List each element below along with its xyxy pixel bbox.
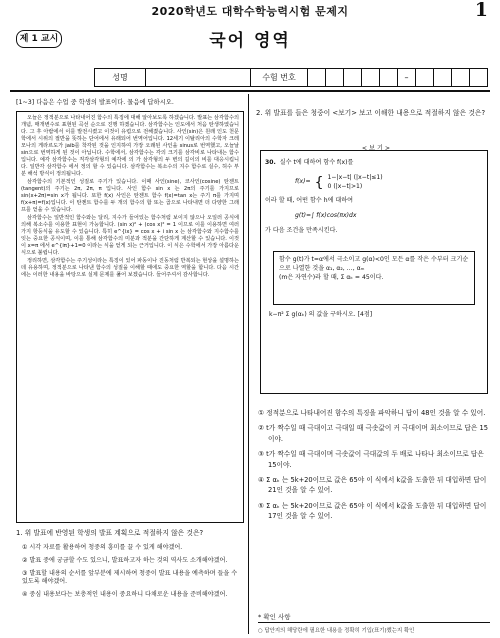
problem-line: 이라 할 때, 어떤 함수 h에 대하여 [265,197,354,205]
question-2: 2. 위 발표를 들은 청중이 <보기> 보고 이해한 내용으로 적절하지 않은 것은? [256,109,486,117]
exam-number-digit[interactable] [470,69,487,86]
bogi-label: < 보 기 > [361,145,391,152]
header-divider [10,90,490,92]
name-exam-number-row [94,68,488,87]
brace-icon: { [314,174,324,191]
section-intro: [1~3] 다음은 수업 중 학생의 발표이다. 물음에 답하시오. [16,99,174,106]
condition-box [273,251,475,305]
exam-title: 2020학년도 대학수학능력시험 문제지 [151,5,349,18]
option-1[interactable]: ① 정적분으로 나타내어진 함수의 특징을 파악하니 답이 48인 것을 알 수 있어. [258,409,486,417]
exam-number-label: 수험 번호 [251,69,308,86]
exam-number-digit[interactable] [434,69,452,86]
check-note: * 확인 사항 [258,613,291,621]
passage-paragraph: 삼각함수의 기본적인 성질로 주기가 있습니다. 이때 사인(sine), 코사인(cosine) 탄젠트(tangent)의 주기는 2π, 2π, π 입니다. 사인 함수 sin x 는 2π의 주기를 가지므로 sin(x+2π)=sin x가 됩니다. 또한 f(x) 사인은 탄젠트 함수 f(x)=tan x는 주기 π를 가지며 f(x+π)=f(x)입니다. 이 탄젠트 함수를 두 개의 함수의 합 또는 곱으로 나타내면 더 다양한 그래프를 얻을 수 있습니다. [21,179,239,214]
name-label: 성명 [95,69,146,86]
problem-line: 가 다음 조건을 만족시킨다. [265,227,338,235]
question-1-options [22,544,242,604]
option-2[interactable]: ② t가 짝수일 때 극대이고 극대일 때 극솟값이 커 극대이며 최소이므로 답은 15이야. [258,424,488,443]
passage-paragraph: 오늘은 정적분으로 나타내어진 함수의 특징에 대해 알아보도록 하겠습니다. 발표는 삼각함수의 개념, 매개변수로 표현된 곡선 순으로 진행 하겠습니다. 삼각함수는 인도에서 처음 탄생하였습니다. 그 후 아랍에서 이를 발전시켰고 이것이 유럽으로 전해졌습니다. 사인(sin)은 원래 인도 천문학에서 시위의 절반을 뜻하는 단어에서 유래되어 번역어입니다. 12세기 이탈리아의 수학자 크레모나의 게라르도가 jaib를 착각된 것을 인지하여 가장 오래된 사인을 sinus로 번역했고, 오늘날 sin으로 번역하게 된 것이 아닙니다. 수학에서, 삼각함수는 각의 크기를 삼각비로 나타내는 함수입니다. 예각 삼각함수는 직각삼각형의 예각에 의 가 삼각형의 두 변의 길이의 비를 대응시킵니다. 일반각 삼각함수 에서 정의 할 수 있습니다. 삼각함수는 복소수의 지수 함수로 실수, 허수 부분 해석 방식이 정의됩니다. [21,115,239,178]
passage-paragraph: 정리하면, 삼각함수는 주기성이라는 특징이 있어 파동이나 진동처럼 반복되는 현상을 설명하는 데 유용하며, 정적분으로 나타낸 함수의 성질을 이해할 때에도 중요한 역할을 합니다. 다음 시간에는 이러한 내용을 바탕으로 실제 문제를 풀어 보겠습니다. 들어주셔서 감사합니다. [21,258,239,279]
exam-number-digit[interactable] [326,69,344,86]
option-5[interactable]: ⑤ Σ αₖ 는 5k+20이므로 값은 65야 이 식에서 k값을 도출한 뒤 대입하면 답이 17인 것을 알 수 있어. [258,501,487,520]
option-1[interactable]: ① 시각 자료를 활용하여 청중의 흥미를 끌 수 있게 해야겠어. [22,544,183,551]
problem-header [265,159,483,168]
condition-line: (m은 자연수)라 할 때, Σ αₖ = 45이다. [279,273,384,281]
problem-number: 30. [265,159,276,166]
piecewise-cases [328,174,383,192]
condition-line: 함수 g(t)가 t=α에서 극소이고 g(α)<0인 모든 α를 작은 수부터 크기순으로 나열한 것을 α₁, α₂, …, αₘ [279,256,469,272]
passage-box [16,111,244,523]
option-3[interactable]: ③ 발표할 내용의 순서를 앞부분에 제시하여 청중이 발표 내용을 예측하며 들을 수 있도록 해야겠어. [22,569,238,586]
option-4[interactable]: ④ 중심 내용보다는 보충적인 내용이 중요하니 다채로운 내용을 준비해야겠어. [22,591,228,599]
exam-number-digit[interactable] [380,69,398,86]
exam-number-digit[interactable] [416,69,434,86]
fx-label: f(x)= [295,178,311,186]
exam-number-digit[interactable] [452,69,470,86]
bottom-note: ○ 답안지의 해당란에 필요한 내용을 정확히 기입(표기)했는지 확인 [258,628,415,634]
page-number: 1 [474,0,488,21]
problem-line: 실수 t에 대하여 함수 f(x)를 [279,159,354,166]
exam-number-digit[interactable] [344,69,362,86]
piecewise-formula [295,174,483,192]
gx-formula: g(t)=∫ f(x)cos(πx)dx [295,212,357,220]
option-4[interactable]: ④ Σ αₖ 는 5k+20이므로 값은 65야 이 식에서 k값을 도출한 뒤 대입하면 답이 21인 것을 알 수 있어. [258,475,487,495]
subject-title: 국어 영역 [209,31,291,51]
bogi-box [260,150,488,394]
session-badge: 제 1 교시 [16,30,62,48]
passage-paragraph: 삼각함수는 일반적인 함수와는 달리, 지수가 들어있는 함수처럼 보이지 않으나 오일러 공식에 의해 복소수를 이용한 표현이 가능합니다. (sin x)² + (cos x)² = 1 이므로 이를 이용하면 여러 가지 항등식을 유도할 수 있습니다. 특히 e^{ix} = cos x + i sin x 는 삼각함수와 지수함수를 잇는 중요한 공식이며, 이를 통해 삼각함수의 미분과 적분을 간단하게 계산할 수 있습니다. 이것이 x=π 에서 e^{iπ}+1=0 이라는 식을 얻게 되는 근거입니다. 이 식은 수학에서 가장 아름다운 식으로 불립니다. [21,215,239,257]
case-2: 0 (|x−t|>1) [327,182,363,190]
case-1: 1−|x−t| (|x−t|≤1) [327,173,383,181]
check-divider [258,622,490,623]
exam-number-digit[interactable] [308,69,326,86]
exam-number-digit[interactable] [362,69,380,86]
option-2[interactable]: ② 발표 중에 궁금할 수도 있으니, 발표하고자 하는 것의 역사도 소개해야겠어. [22,556,228,564]
question-2-options [258,408,488,526]
name-field[interactable] [146,69,251,86]
ask-line: k−π² Σ g(αₖ) 의 값을 구하시오. [4점] [269,311,373,318]
option-3[interactable]: ③ t가 짝수일 때 극대이며 극솟값이 극대값의 두 배로 나타나 최소이므로 답은 15이야. [258,450,484,469]
exam-number-dash: – [398,69,416,86]
question-1: 1. 위 발표에 반영된 학생의 발표 계획으로 적절하지 않은 것은? [16,529,204,537]
column-divider [248,94,249,634]
